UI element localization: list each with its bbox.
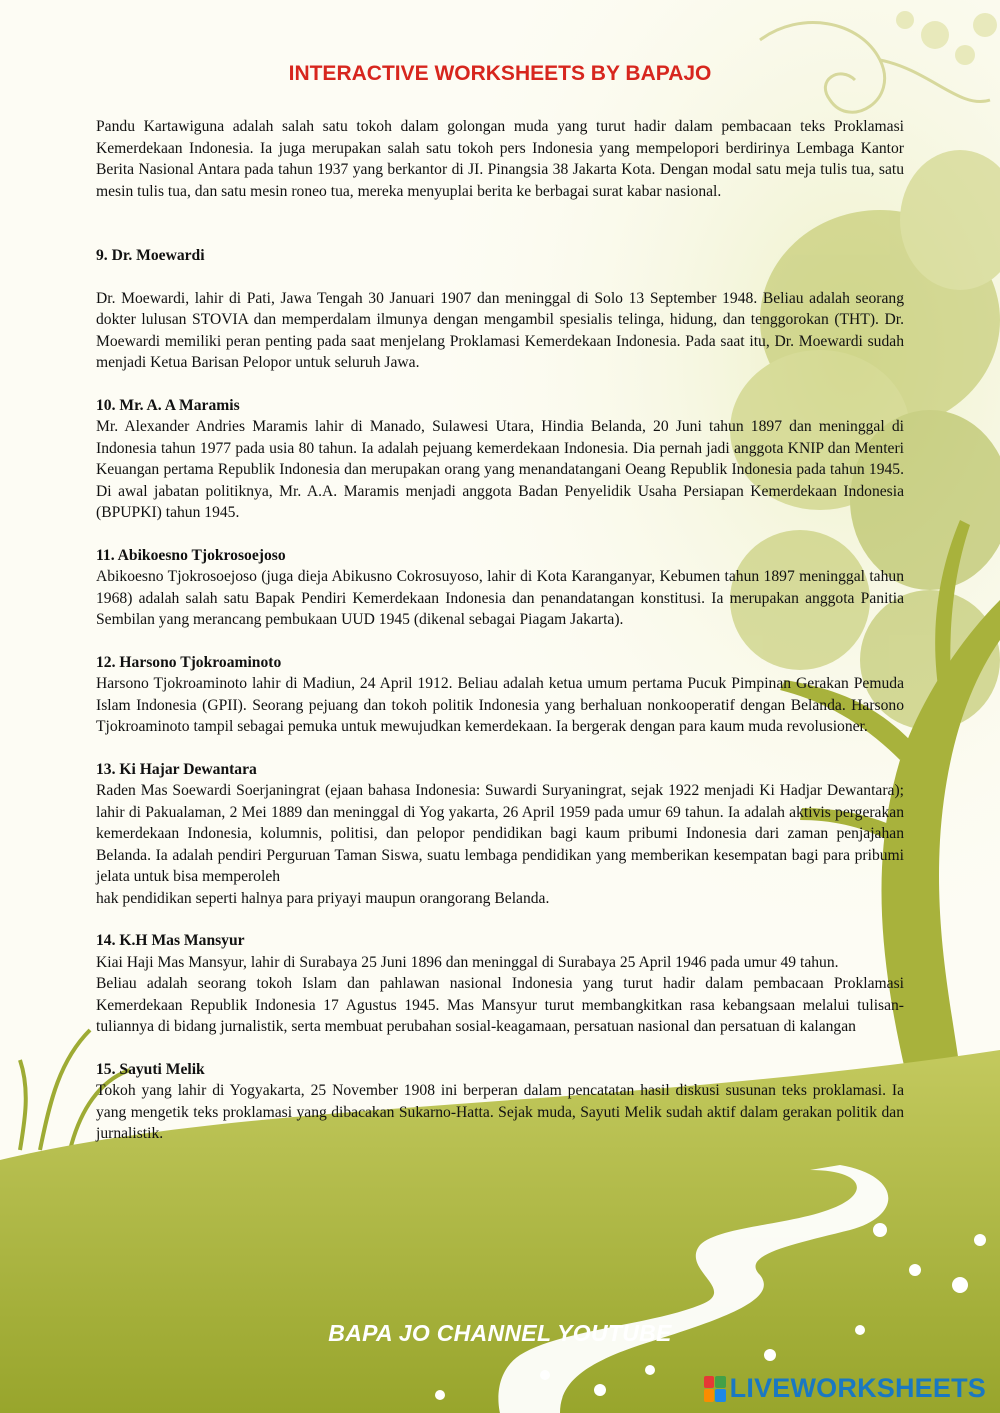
section-moewardi <box>96 245 904 374</box>
section-ki-hajar <box>96 759 904 910</box>
section-paragraph: hak pendidikan seperti halnya para priyayi maupun orangorang Belanda. <box>96 889 550 907</box>
page-title: INTERACTIVE WORKSHEETS BY BAPAJO <box>288 62 712 85</box>
section-paragraph: Harsono Tjokroaminoto lahir di Madiun, 24 April 1912. Beliau adalah ketua umum pertama Pucuk Pimpinan Gerakan Pemuda Islam Indonesia (GPII). Seorang pejuang dan tokoh politik Indonesia yang berhaluan nonkooperatif dengan Belanda. Harsono Tjokroaminoto tampil sebagai pemuka untuk mewujudkan kemerdekaan. Ia bergerak dengan para kaum muda revolusioner. <box>96 675 904 735</box>
footer-caption: BAPA JO CHANNEL YOUTUBE <box>328 1320 672 1346</box>
liveworksheets-logo-icon <box>704 1376 726 1402</box>
section-heading: 10. Mr. A. A Maramis <box>96 396 240 414</box>
section-paragraph: Abikoesno Tjokrosoejoso (juga dieja Abikusno Cokrosuyoso, lahir di Kota Karanganyar, Kebumen tahun 1897 meninggal tahun 1968) adalah salah satu Bapak Pendiri Kemerdekaan Indonesia dan penandatangan konstitusi. Ia merupakan anggota Panitia Sembilan yang merancang pembukaan UUD 1945 (dikenal sebagai Piagam Jakarta). <box>96 568 904 628</box>
section-heading: 13. Ki Hajar Dewantara <box>96 760 257 778</box>
section-paragraph: Dr. Moewardi, lahir di Pati, Jawa Tengah 30 Januari 1907 dan meninggal di Solo 13 September 1948. Beliau adalah seorang dokter lulusan STOVIA dan memperdalam ilmunya dengan mengambil spesialis telinga, hidung, dan tenggorokan (THT). Dr. Moewardi memiliki peran penting pada saat menjelang Proklamasi Kemerdekaan Indonesia. Pada saat itu, Dr. Moewardi sudah menjadi Ketua Barisan Pelopor untuk seluruh Jawa. <box>96 289 904 371</box>
section-heading: 9. Dr. Moewardi <box>96 247 205 264</box>
section-paragraph: Tokoh yang lahir di Yogyakarta, 25 November 1908 ini berperan dalam pencatatan hasil diskusi susunan teks proklamasi. Ia yang mengetik teks proklamasi yang dibacakan Sukarno-Hatta. Sejak muda, Sayuti Melik sudah aktif dalam gerakan politik dan jurnalistik. <box>96 1082 904 1142</box>
section-heading: 14. K.H Mas Mansyur <box>96 932 245 949</box>
section-heading: 11. Abikoesno Tjokrosoejoso <box>96 546 286 564</box>
section-heading: 12. Harsono Tjokroaminoto <box>96 653 282 671</box>
section-paragraph: Kiai Haji Mas Mansyur, lahir di Surabaya 25 Juni 1896 dan meninggal di Surabaya 25 April 1946 pada umur 49 tahun. <box>96 953 839 971</box>
section-paragraph: Raden Mas Soewardi Soerjaningrat (ejaan bahasa Indonesia: Suwardi Suryaningrat, sejak 1922 menjadi Ki Hadjar Dewantara); lahir di Pakualaman, 2 Mei 1889 dan meninggal di Yog yakarta, 26 April 1959 pada umur 69 tahun. Ia adalah aktivis pergerakan kemerdekaan Indonesia, kolumnis, politisi, dan pelopor pendidikan bagi kaum pribumi Indonesia dari zaman penjajahan Belanda. Ia adalah pendiri Perguruan Taman Siswa, suatu lembaga pendidikan yang memberikan kesempatan bagi para pribumi jelata untuk bisa memperoleh <box>96 782 904 885</box>
intro-paragraph: Pandu Kartawiguna adalah salah satu tokoh dalam golongan muda yang turut hadir dalam pembacaan teks Proklamasi Kemerdekaan Indonesia. Ia juga merupakan salah satu tokoh pers Indonesia yang mempelopori berdirinya Lembaga Kantor Berita Nasional Antara pada tahun 1937 yang berkantor di JI. Pinangsia 38 Jakarta Kota. Dengan modal satu meja tulis tua, satu mesin tulis tua, dan satu mesin roneo tua, mereka menyuplai berita ke berbagai surat kabar nasional. <box>96 118 904 200</box>
section-paragraph: Beliau adalah seorang tokoh Islam dan pahlawan nasional Indonesia yang turut hadir dalam pembacaan Proklamasi Kemerdekaan Republik Indonesia 17 Agustus 1945. Mas Mansyur turut membangkitkan rasa kebangsaan melalui tulisan-tuliannya di bidang jurnalistik, serta membuat perubahan sosial-keagamaan, persatuan nasional dan persatuan di kalangan <box>96 975 904 1035</box>
section-heading: 15. Sayuti Melik <box>96 1060 205 1078</box>
section-mas-mansyur <box>96 930 904 1038</box>
liveworksheets-logo-text: LIVEWORKSHEETS <box>729 1373 986 1403</box>
document-body <box>96 116 904 1145</box>
section-paragraph: Mr. Alexander Andries Maramis lahir di Manado, Sulawesi Utara, Hindia Belanda, 20 Juni tahun 1897 dan meninggal di Indonesia tahun 1977 pada usia 80 tahun. Ia adalah pejuang kemerdekaan Indonesia. Dia pernah jadi anggota KNIP dan Menteri Keuangan pertama Republik Indonesia dan merupakan orang yang menandatangani Oeang Republik Indonesia pada tahun 1945. Di awal jabatan politiknya, Mr. A.A. Maramis menjadi anggota Badan Penyelidik Usaha Persiapan Kemerdekaan Indonesia (BPUPKI) tahun 1945. <box>96 418 904 521</box>
section-harsono <box>96 652 904 738</box>
section-abikoesno <box>96 545 904 631</box>
section-sayuti-melik <box>96 1059 904 1145</box>
section-maramis <box>96 395 904 524</box>
liveworksheets-logo[interactable] <box>704 1373 986 1404</box>
